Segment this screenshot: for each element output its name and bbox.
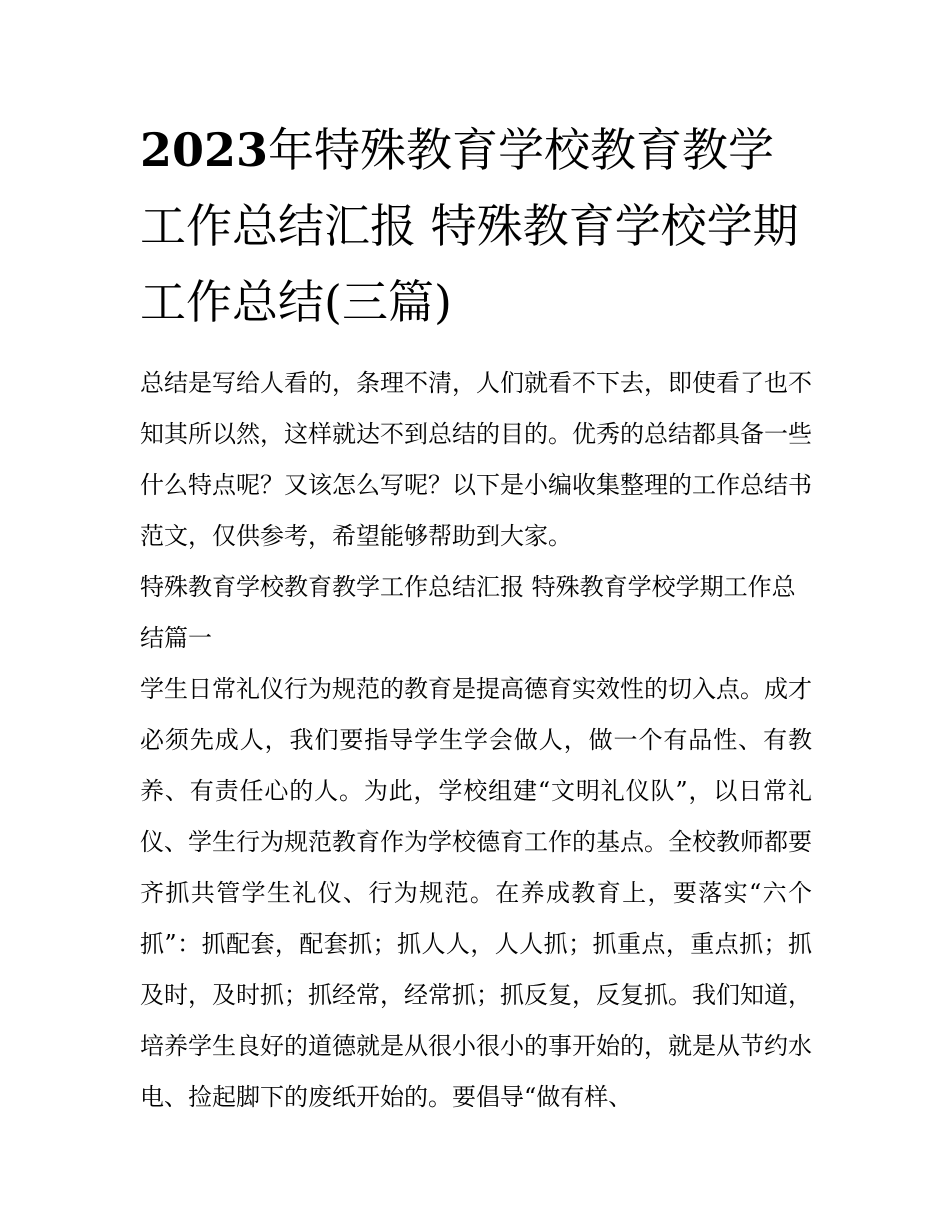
document-title: [140, 112, 812, 340]
body-paragraph: 学生日常礼仪行为规范的教育是提高德育实效性的切入点。成才必须先成人，我们要指导学生学会做人，做一个有品性、有教养、有责任心的人。为此，学校组建“文明礼仪队”，以日常礼仪、学生行为规范教育作为学校德育工作的基点。全校教师都要齐抓共管学生礼仪、行为规范。在养成教育上，要落实“六个抓”：抓配套，配套抓；抓人人，人人抓；抓重点，重点抓；抓及时，及时抓；抓经常，经常抓；抓反复，反复抓。我们知道，培养学生良好的道德就是从很小很小的事开始的，就是从节约水电、捡起脚下的废纸开始的。要倡导“做有样、: [140, 675, 812, 1111]
document-page: [140, 112, 812, 1123]
title-year: 2023: [140, 123, 269, 177]
title-text: 年特殊教育学校教育教学工作总结汇报 特殊教育学校学期工作总结(三篇): [140, 123, 799, 329]
intro-paragraph: 总结是写给人看的，条理不清，人们就看不下去，即使看了也不知其所以然，这样就达不到总结的目的。优秀的总结都具备一些什么特点呢？又该怎么写呢？以下是小编收集整理的工作总结书范文，仅供参考，希望能够帮助到大家。: [140, 369, 812, 550]
section-heading: 特殊教育学校教育教学工作总结汇报 特殊教育学校学期工作总结篇一: [140, 573, 796, 652]
